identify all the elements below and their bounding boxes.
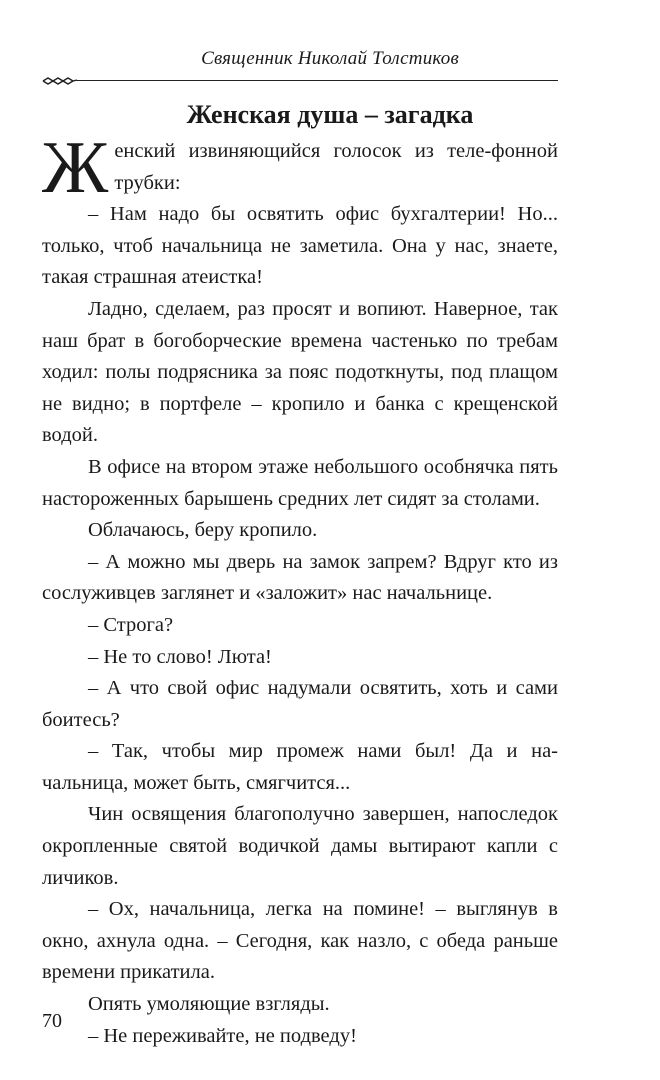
- paragraph: – А можно мы дверь на замок запрем? Вдруг кто из сослуживцев заглянет и «заложит» нас начальнице.: [42, 550, 558, 605]
- paragraph-text: енский извиняющийся голосок из теле-фонной трубки:: [114, 140, 558, 194]
- paragraph: Ладно, сделаем, раз просят и вопиют. Наверное, так наш брат в богоборческие времена частенько по требам ходил: полы подрясника за пояс подоткнуты, под плащом не видно; в портфеле – кропило и банка с крещенской водой.: [42, 297, 558, 447]
- paragraph: Чин освящения благополучно завершен, напоследок окропленные святой водичкой дамы вытирают капли с личиков.: [42, 803, 558, 889]
- header-rule: [42, 76, 558, 86]
- paragraph: – А что свой офис надумали освятить, хоть и сами боитесь?: [42, 677, 558, 731]
- drop-cap: Ж: [42, 127, 109, 209]
- paragraph: Облачаюсь, беру кропило.: [88, 519, 318, 542]
- paragraph: [42, 127, 558, 209]
- paragraph: – Ох, начальница, легка на помине! – выглянув в окно, ахнула одна. – Сегодня, как назло, с обеда раньше времени прикатила.: [42, 898, 558, 984]
- paragraph: – Не то слово! Люта!: [88, 645, 272, 668]
- paragraph: – Нам надо бы освятить офис бухгалтерии! Но... только, чтоб начальница не заметила. Она у нас, знаете, такая страшная атеистка!: [42, 203, 558, 289]
- running-head: Священник Николай Толстиков: [201, 48, 459, 69]
- header-line: [76, 80, 558, 81]
- paragraph: – Не переживайте, не подведу!: [88, 1024, 357, 1047]
- paragraph: Опять умоляющие взгляды.: [88, 993, 330, 1016]
- ornament-icon: [42, 76, 78, 86]
- paragraph: – Строга?: [88, 613, 174, 636]
- paragraph: – Так, чтобы мир промеж нами был! Да и начальница, может быть, смягчится...: [42, 740, 558, 794]
- page-number: 70: [42, 1010, 62, 1032]
- body-text: [42, 127, 558, 1052]
- paragraph: В офисе на втором этаже небольшого особнячка пять настороженных барышень средних лет сидят за столами.: [42, 455, 558, 510]
- chapter-title: Женская душа – загадка: [186, 100, 474, 129]
